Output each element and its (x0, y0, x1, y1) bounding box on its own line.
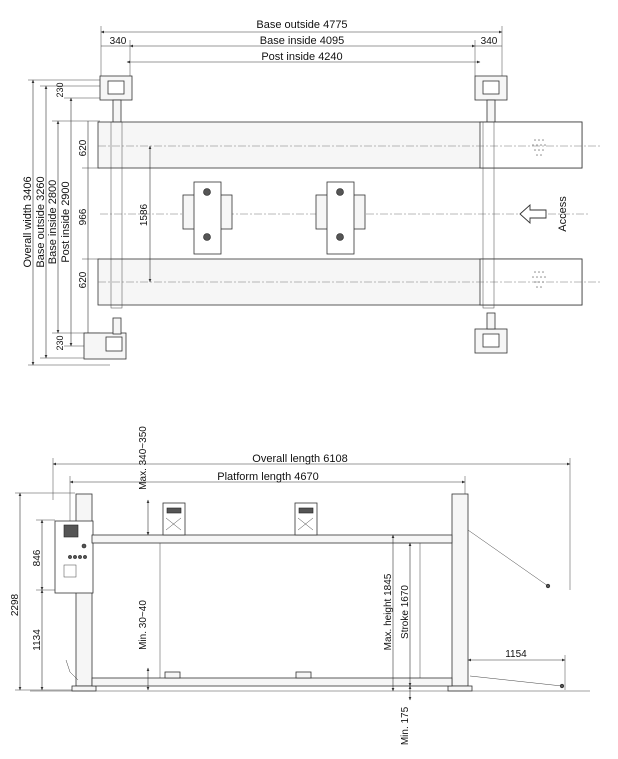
dim-2298-label: 2298 (10, 593, 21, 617)
dim-620-bottom: 620 (78, 271, 89, 289)
offset-right-label: 340 (480, 36, 498, 47)
min-30-40-label: Min. 30~40 (138, 600, 149, 650)
side-jack-left (163, 503, 185, 535)
dim-846-label: 846 (32, 549, 43, 567)
post-bottom-left (84, 318, 126, 359)
max-height-label: Max. height 1845 (383, 573, 394, 651)
dim-230-bottom: 230 (55, 335, 65, 351)
min-175-dimension (400, 686, 411, 745)
access-label: Access (557, 196, 569, 232)
side-view (10, 426, 590, 745)
jack-right (316, 182, 365, 254)
overall-length-label: Overall length 6108 (252, 453, 348, 465)
dim-620-top: 620 (78, 139, 89, 157)
runway-top (98, 122, 600, 168)
post-inside-top-label: Post inside 4240 (261, 51, 343, 63)
jack-left (183, 182, 232, 254)
base-outside-dimension (101, 19, 502, 76)
min-30-40-dimension (138, 600, 149, 690)
base-inside-v-label: Base inside 2800 (47, 179, 59, 265)
dim-1154-label: 1154 (505, 649, 527, 660)
max-340-350-label: Max. 340~350 (138, 426, 149, 490)
base-inside-label: Base inside 4095 (259, 35, 345, 47)
side-jack-right (295, 503, 317, 535)
ramp-dimension-1154 (468, 649, 565, 690)
left-post (55, 494, 96, 691)
overall-width-label: Overall width 3406 (22, 176, 34, 268)
post-bottom-right (475, 313, 507, 353)
vertical-dimensions-left (22, 80, 110, 365)
min-175-label: Min. 175 (400, 706, 411, 746)
base-outside-v-label: Base outside 3260 (35, 176, 47, 268)
post-inside-top-dimension (127, 51, 480, 63)
top-view (22, 19, 600, 365)
platform-lowered (30, 672, 590, 691)
dim-1134-label: 1134 (32, 629, 43, 651)
dim-966: 966 (78, 208, 89, 226)
platform-length-label: Platform length 4670 (217, 471, 319, 483)
offset-left-label: 340 (109, 36, 127, 47)
platform-length-dimension (70, 471, 465, 530)
access-arrow-icon (520, 205, 546, 223)
post-top-right (475, 76, 507, 122)
max-340-350-dimension (138, 426, 149, 535)
runway-bottom (98, 259, 600, 305)
right-post (448, 494, 564, 691)
post-inside-v-label: Post inside 2900 (60, 181, 72, 263)
post-top-left (100, 76, 132, 122)
height-dimensions (383, 535, 411, 691)
dim-1586-label: 1586 (139, 203, 150, 227)
dim-230-top: 230 (55, 82, 65, 98)
stroke-label: Stroke 1670 (400, 585, 411, 639)
base-outside-label: Base outside 4775 (256, 19, 348, 31)
